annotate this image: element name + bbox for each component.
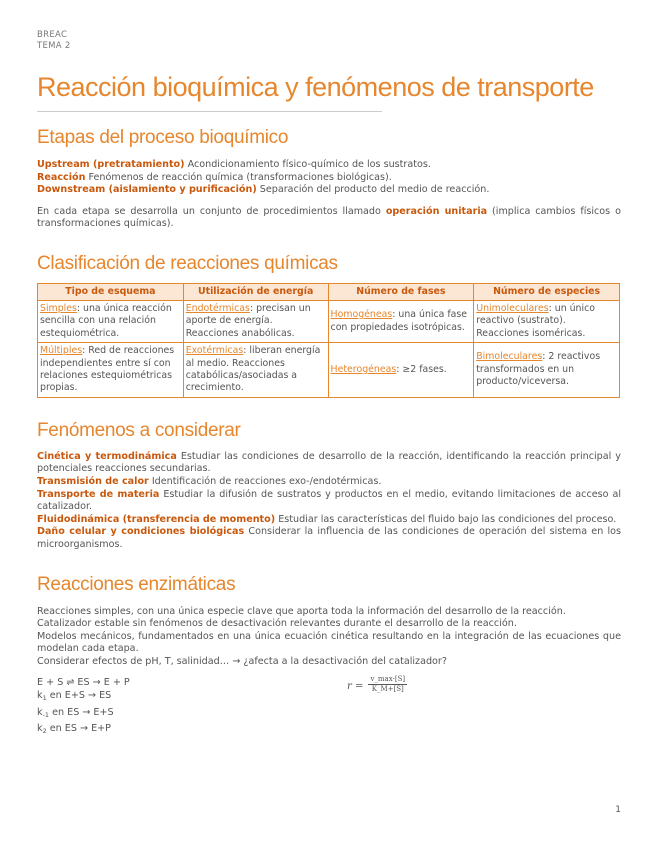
michaelis-menten-formula	[347, 674, 407, 694]
fenomeno-desc: Estudiar las características del fluido bajo las condiciones del proceso.	[278, 513, 617, 525]
k-symbol: k	[37, 723, 43, 735]
etapa-term: Upstream (pretratamiento)	[37, 159, 185, 170]
table-cell	[328, 343, 474, 398]
column-header: Tipo de esquema	[38, 283, 184, 300]
term-link[interactable]: Homogéneas	[330, 309, 393, 321]
fenomeno-item	[37, 489, 621, 514]
fenomeno-item	[37, 476, 621, 489]
cell-text: : una única fase con propiedades isotrópicas.	[330, 309, 468, 333]
formula-numerator: v_max·[S]	[370, 674, 406, 683]
fenomenos-list	[37, 451, 621, 552]
etapa-term: Downstream (aislamiento y purificación)	[37, 184, 257, 196]
header-topic: TEMA 2	[37, 41, 71, 51]
rate-constant-line	[37, 689, 621, 706]
formula-lhs: r =	[347, 680, 364, 692]
fenomeno-item	[37, 526, 621, 551]
k-symbol: k	[37, 706, 43, 718]
enzimaticas-paragraph: Modelos mecánicos, fundamentados en una única ecuación cinética resultando en la integración de las ecuaciones que modelan cada etapa.	[37, 630, 621, 655]
term-link[interactable]: Endotérmicas	[185, 302, 250, 314]
k-subscript: 2	[42, 727, 47, 736]
column-header: Utilización de energía	[183, 283, 328, 300]
k-text: en E+S → ES	[46, 690, 112, 702]
etapa-desc: Acondicionamiento físico-químico de los sustratos.	[187, 159, 431, 170]
cell-text: : un único reactivo (sustrato). Reacciones isoméricas.	[476, 302, 595, 339]
cell-text: : 2 reactivos transformados en un producto/viceversa.	[476, 351, 601, 388]
table-row	[38, 300, 620, 342]
cell-text: : liberan energía al medio. Reacciones catabólicas/asociadas a crecimiento.	[185, 345, 321, 394]
section-heading-clasificacion: Clasificación de reacciones químicas	[37, 252, 338, 274]
k-text: en ES → E+S	[49, 706, 114, 718]
etapa-item	[37, 159, 621, 172]
term-link[interactable]: Bimoleculares	[476, 351, 543, 363]
enzimaticas-text	[37, 606, 621, 669]
table-cell	[183, 300, 328, 342]
fenomeno-item	[37, 451, 621, 476]
table-cell	[474, 343, 620, 398]
rate-constant-line	[37, 722, 621, 739]
term-link[interactable]: Múltiples	[40, 345, 83, 357]
section-heading-etapas: Etapas del proceso bioquímico	[37, 127, 289, 148]
cell-text: : una única reacción sencilla con una relación estequiométrica.	[40, 302, 172, 339]
paragraph-text: En cada etapa se desarrolla un conjunto de procedimientos llamado	[37, 205, 381, 217]
section-heading-enzimaticas: Reacciones enzimáticas	[37, 573, 236, 595]
k-symbol: k	[37, 690, 43, 702]
fenomeno-term: Daño celular y condiciones biológicas	[37, 526, 245, 538]
fenomeno-term: Cinética y termodinámica	[37, 450, 177, 462]
fenomeno-desc: Considerar la influencia de las condiciones de operación del sistema en los microorganismos.	[37, 526, 621, 550]
enzimaticas-paragraph: Reacciones simples, con una única especie clave que aporta toda la información del desarrollo de la reacción.	[37, 605, 566, 617]
table-cell	[183, 343, 328, 398]
k-subscript: 1	[42, 694, 47, 703]
table-cell	[328, 300, 474, 342]
title-divider	[37, 111, 382, 112]
term-link[interactable]: Exotérmicas	[185, 345, 244, 357]
etapa-desc: Fenómenos de reacción química (transformaciones biológicas).	[88, 171, 392, 183]
table-cell	[38, 343, 184, 398]
etapa-item	[37, 172, 621, 185]
column-header: Número de fases	[328, 283, 474, 300]
formula-denominator: K_M+[S]	[371, 684, 404, 693]
formula-fraction	[368, 675, 407, 694]
cell-text: : Red de reacciones independientes entre sí con relaciones estequiométricas propias.	[40, 345, 175, 394]
term-link[interactable]: Heterogéneas	[330, 363, 397, 375]
fenomeno-item	[37, 514, 621, 527]
rate-constant-line	[37, 706, 621, 723]
k-subscript: -1	[42, 710, 50, 719]
reaction-scheme	[37, 676, 621, 739]
term-link[interactable]: Simples	[40, 302, 77, 314]
table-cell	[474, 300, 620, 342]
paragraph-term: operación unitaria	[385, 205, 488, 217]
fenomeno-term: Fluidodinámica (transferencia de momento)	[37, 513, 276, 525]
fenomeno-term: Transporte de materia	[37, 488, 160, 500]
cell-text: : precisan un aporte de energía. Reacciones anabólicas.	[185, 302, 311, 339]
table-row	[38, 343, 620, 398]
classification-table	[37, 283, 620, 398]
cell-text: : ≥2 fases.	[396, 363, 447, 375]
enzimaticas-paragraph: Catalizador estable sin fenómenos de desactivación relevantes durante el desarrollo de la reacción.	[37, 618, 517, 630]
header-course: BREAC	[37, 30, 68, 40]
fenomeno-desc: Estudiar las condiciones de desarrollo de la reacción, identificando la reacción principal y potenciales reacciones secundarias.	[37, 450, 621, 475]
kinetics-block	[37, 676, 621, 736]
etapas-list	[37, 159, 621, 197]
page-title: Reacción bioquímica y fenómenos de transporte	[37, 72, 594, 102]
section-heading-fenomenos: Fenómenos a considerar	[37, 419, 241, 441]
paragraph-text: (implica cambios físicos o transformaciones químicas).	[37, 205, 621, 230]
reaction-equation: E + S ⇌ ES → E + P	[37, 676, 130, 688]
fenomeno-desc: Identificación de reacciones exo-/endotérmicas.	[151, 476, 382, 487]
table-header-row	[38, 283, 620, 300]
term-link[interactable]: Unimoleculares	[476, 302, 549, 314]
column-header: Número de especies	[474, 283, 620, 300]
operacion-unitaria-paragraph	[37, 206, 621, 231]
document-page	[37, 30, 621, 736]
k-text: en ES → E+P	[46, 723, 111, 735]
page-number: 1	[615, 805, 621, 815]
etapa-item	[37, 184, 621, 197]
enzimaticas-paragraph: Considerar efectos de pH, T, salinidad… → ¿afecta a la desactivación del catalizador?	[37, 655, 447, 667]
etapa-term: Reacción	[37, 171, 86, 183]
etapa-desc: Separación del producto del medio de reacción.	[259, 184, 490, 196]
table-cell	[38, 300, 184, 342]
fenomeno-desc: Estudiar la difusión de sustratos y productos en el medio, evitando limitaciones de acceso al catalizador.	[37, 488, 621, 513]
fenomeno-term: Transmisión de calor	[37, 476, 149, 487]
